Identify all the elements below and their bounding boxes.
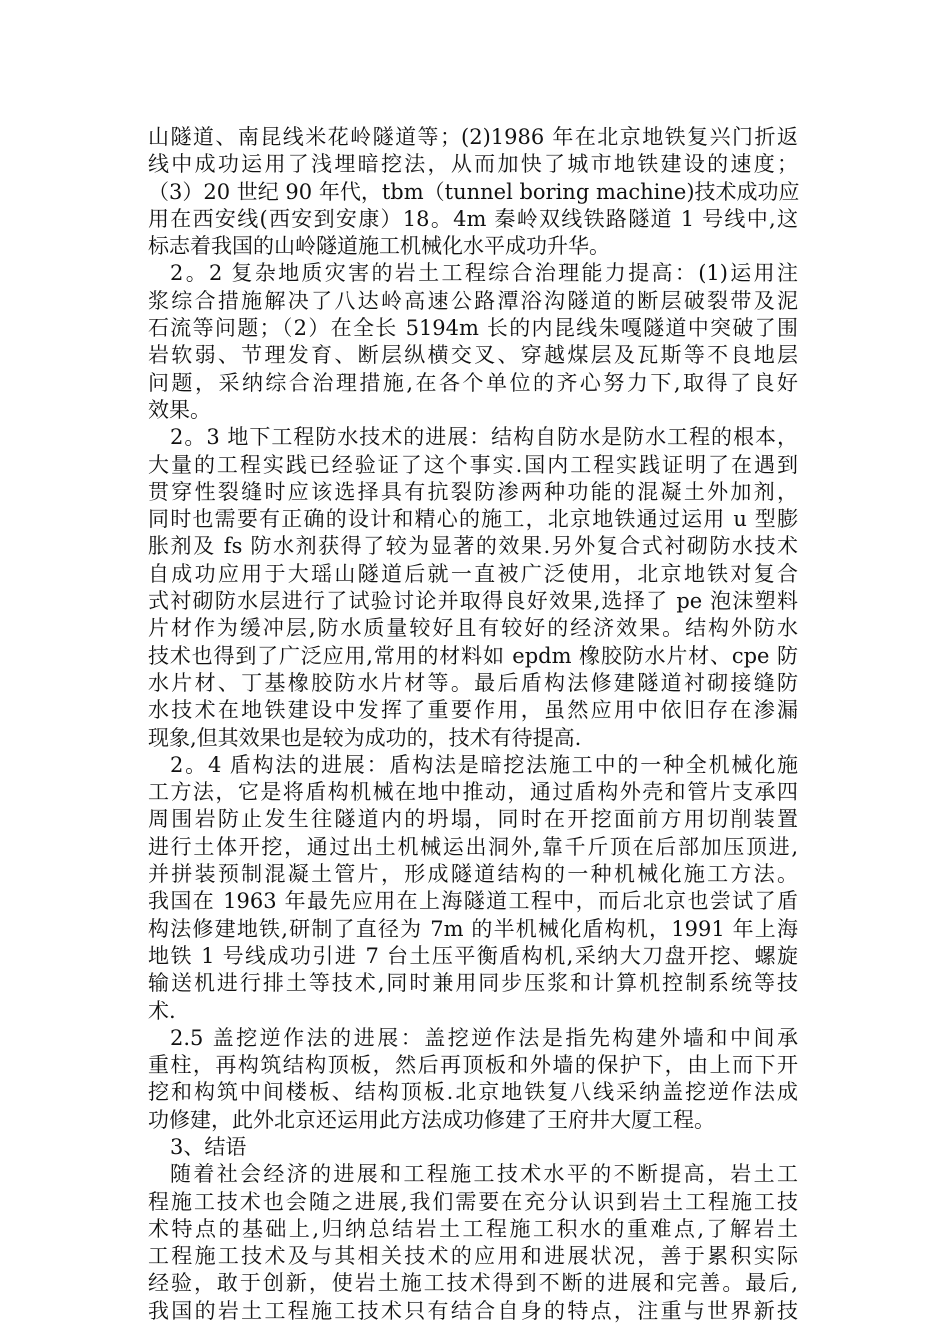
section-heading-2-4: 2。4 盾构法的进展：盾构法是暗挖法施工中的一种全机械化施 xyxy=(170,752,798,777)
text-line: 构法修建地铁,研制了直径为 7m 的半机械化盾构机，1991 年上海 xyxy=(148,916,798,941)
text-line: 用在西安线(西安到安康）18。4m 秦岭双线铁路隧道 1 号线中,这 xyxy=(148,206,798,231)
text-line: 输送机进行排土等技术,同时兼用同步压浆和计算机控制系统等技 xyxy=(148,971,798,996)
text-line: 程施工技术也会随之进展,我们需要在充分认识到岩土工程施工技 xyxy=(148,1189,798,1214)
text-line: 同时也需要有正确的设计和精心的施工，北京地铁通过运用 u 型膨 xyxy=(148,507,798,532)
text-line: 岩软弱、节理发育、断层纵横交叉、穿越煤层及瓦斯等不良地层 xyxy=(148,343,798,368)
text-line: 进行土体开挖，通过出土机械运出洞外,靠千斤顶在后部加压顶进, xyxy=(148,834,798,859)
text-line: 石流等问题；（2）在全长 5194m 长的内昆线朱嘎隧道中突破了围 xyxy=(148,316,798,341)
text-line: 水技术在地铁建设中发挥了重要作用，虽然应用中依旧存在渗漏 xyxy=(148,698,798,723)
section-heading-2-3: 2。3 地下工程防水技术的进展：结构自防水是防水工程的根本， xyxy=(170,425,798,450)
text-line: 工程施工技术及与其相关技术的应用和进展状况，善于累积实际 xyxy=(148,1244,798,1269)
text-line: 随着社会经济的进展和工程施工技术水平的不断提高，岩土工 xyxy=(170,1162,798,1187)
text-line: 技术也得到了广泛应用,常用的材料如 epdm 橡胶防水片材、cpe 防 xyxy=(148,643,798,668)
text-line: 工方法，它是将盾构机械在地中推动，通过盾构外壳和管片支承四 xyxy=(148,780,798,805)
text-line: 并拼装预制混凝土管片，形成隧道结构的一种机械化施工方法。 xyxy=(148,862,798,887)
section-heading-2-2: 2。2 复杂地质灾害的岩土工程综合治理能力提高：(1)运用注 xyxy=(170,261,798,286)
text-line: 浆综合措施解决了八达岭高速公路潭浴沟隧道的断层破裂带及泥 xyxy=(148,288,798,313)
text-line: 标志着我国的山岭隧道施工机械化水平成功升华。 xyxy=(148,234,610,259)
text-line: 山隧道、南昆线米花岭隧道等；(2)1986 年在北京地铁复兴门折返 xyxy=(148,125,798,149)
text-line: 问题，采纳综合治理措施,在各个单位的齐心努力下,取得了良好 xyxy=(148,370,798,395)
text-line: 式衬砌防水层进行了试验讨论并取得良好效果,选择了 pe 泡沫塑料 xyxy=(148,589,798,614)
text-line: 周围岩防止发生往隧道内的坍塌，同时在开挖面前方用切削装置 xyxy=(148,807,798,832)
text-line: 我国在 1963 年最先应用在上海隧道工程中，而后北京也尝试了盾 xyxy=(148,889,798,914)
text-line: 术. xyxy=(148,998,176,1023)
text-line: 现象,但其效果也是较为成功的，技术有待提高. xyxy=(148,725,582,750)
section-heading-2-5: 2.5 盖挖逆作法的进展：盖挖逆作法是指先构建外墙和中间承 xyxy=(170,1025,798,1050)
text-line: 我国的岩土工程施工技术只有结合自身的特点，注重与世界新技 xyxy=(148,1298,798,1323)
text-line: 重柱，再构筑结构顶板，然后再顶板和外墙的保护下，由上而下开 xyxy=(148,1053,798,1078)
text-line: 挖和构筑中间楼板、结构顶板.北京地铁复八线采纳盖挖逆作法成 xyxy=(148,1080,798,1105)
text-line: （3）20 世纪 90 年代，tbm（tunnel boring machine)技术成功应 xyxy=(148,179,800,204)
section-heading-conclusion: 3、结语 xyxy=(170,1134,247,1159)
text-line: 功修建，此外北京还运用此方法成功修建了王府井大厦工程。 xyxy=(148,1107,715,1132)
text-line: 片材作为缓冲层,防水质量较好且有较好的经济效果。结构外防水 xyxy=(148,616,798,641)
body-text xyxy=(148,124,798,1325)
text-line: 术特点的基础上,归纳总结岩土工程施工积水的重难点,了解岩土 xyxy=(148,1216,798,1241)
text-line: 经验，敢于创新，使岩土施工技术得到不断的进展和完善。最后, xyxy=(148,1271,798,1296)
text-line: 水片材、丁基橡胶防水片材等。最后盾构法修建隧道衬砌接缝防 xyxy=(148,670,798,695)
text-line: 胀剂及 fs 防水剂获得了较为显著的效果.另外复合式衬砌防水技术 xyxy=(148,534,798,559)
text-line: 线中成功运用了浅埋暗挖法，从而加快了城市地铁建设的速度； xyxy=(148,152,798,177)
text-line: 地铁 1 号线成功引进 7 台土压平衡盾构机,采纳大刀盘开挖、螺旋 xyxy=(148,943,798,968)
text-line: 自成功应用于大瑶山隧道后就一直被广泛使用，北京地铁对复合 xyxy=(148,561,798,586)
text-line: 效果。 xyxy=(148,397,211,422)
text-line: 大量的工程实践已经验证了这个事实.国内工程实践证明了在遇到 xyxy=(148,452,798,477)
text-line: 贯穿性裂缝时应该选择具有抗裂防渗两种功能的混凝土外加剂， xyxy=(148,479,798,504)
